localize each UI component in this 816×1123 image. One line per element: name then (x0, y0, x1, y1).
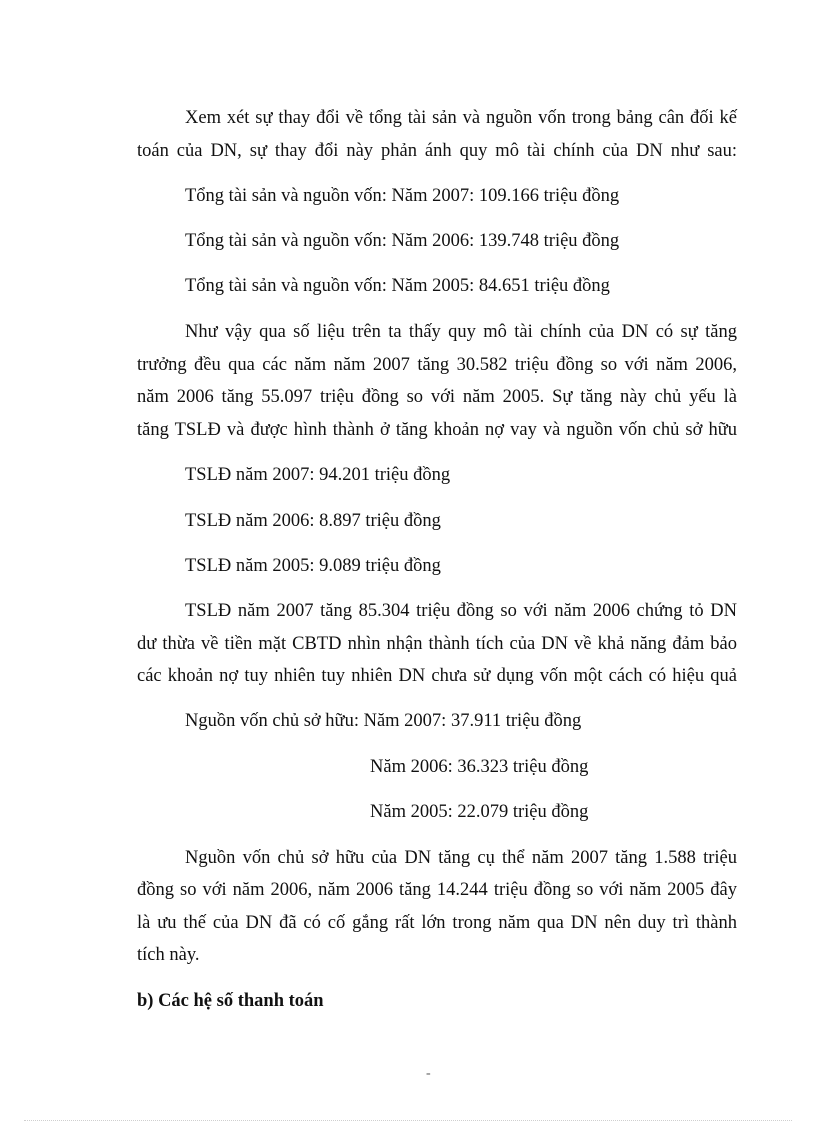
text-line: TSLĐ năm 2007 tăng 85.304 triệu đồng so với năm 2006 chứng tỏ DN (185, 601, 737, 621)
footer-divider (24, 1120, 792, 1121)
text-line: TSLĐ năm 2005: 9.089 triệu đồng (185, 556, 441, 576)
text-line: trưởng đều qua các năm năm 2007 tăng 30.582 triệu đồng so với năm 2006, (137, 355, 737, 375)
text-line: Nguồn vốn chủ sở hữu: Năm 2007: 37.911 triệu đồng (185, 711, 582, 731)
text-line: Năm 2006: 36.323 triệu đồng (370, 757, 589, 777)
text-line: toán của DN, sự thay đổi này phản ánh quy mô tài chính của DN như sau: (137, 141, 737, 161)
text-line: tăng TSLĐ và được hình thành ở tăng khoản nợ vay và nguồn vốn chủ sở hữu (137, 420, 737, 440)
text-line: Tổng tài sản và nguồn vốn: Năm 2006: 139.748 triệu đồng (185, 231, 620, 251)
text-line: tích này. (137, 945, 200, 965)
text-line: năm 2006 tăng 55.097 triệu đồng so với năm 2005. Sự tăng này chủ yếu là (137, 387, 737, 407)
text-line: Năm 2005: 22.079 triệu đồng (370, 802, 589, 822)
text-line: Nguồn vốn chủ sở hữu của DN tăng cụ thể năm 2007 tăng 1.588 triệu (185, 848, 737, 868)
text-line: dư thừa về tiền mặt CBTD nhìn nhận thành tích của DN về khả năng đảm bảo (137, 634, 737, 654)
text-line: Tổng tài sản và nguồn vốn: Năm 2007: 109.166 triệu đồng (185, 186, 620, 206)
section-heading: b) Các hệ số thanh toán (137, 991, 324, 1011)
page-number: - (426, 1066, 431, 1081)
text-line: Tổng tài sản và nguồn vốn: Năm 2005: 84.651 triệu đồng (185, 276, 610, 296)
text-line: TSLĐ năm 2006: 8.897 triệu đồng (185, 511, 441, 531)
text-line: đồng so với năm 2006, năm 2006 tăng 14.244 triệu đồng so với năm 2005 đây (137, 880, 737, 900)
text-line: là ưu thế của DN đã có cố gắng rất lớn trong năm qua DN nên duy trì thành (137, 913, 737, 933)
text-line: Xem xét sự thay đổi về tổng tài sản và nguồn vốn trong bảng cân đối kế (185, 108, 737, 128)
text-line: Như vậy qua số liệu trên ta thấy quy mô tài chính của DN có sự tăng (185, 322, 737, 342)
text-line: TSLĐ năm 2007: 94.201 triệu đồng (185, 465, 451, 485)
text-line: các khoản nợ tuy nhiên tuy nhiên DN chưa sử dụng vốn một cách có hiệu quả (137, 666, 737, 686)
